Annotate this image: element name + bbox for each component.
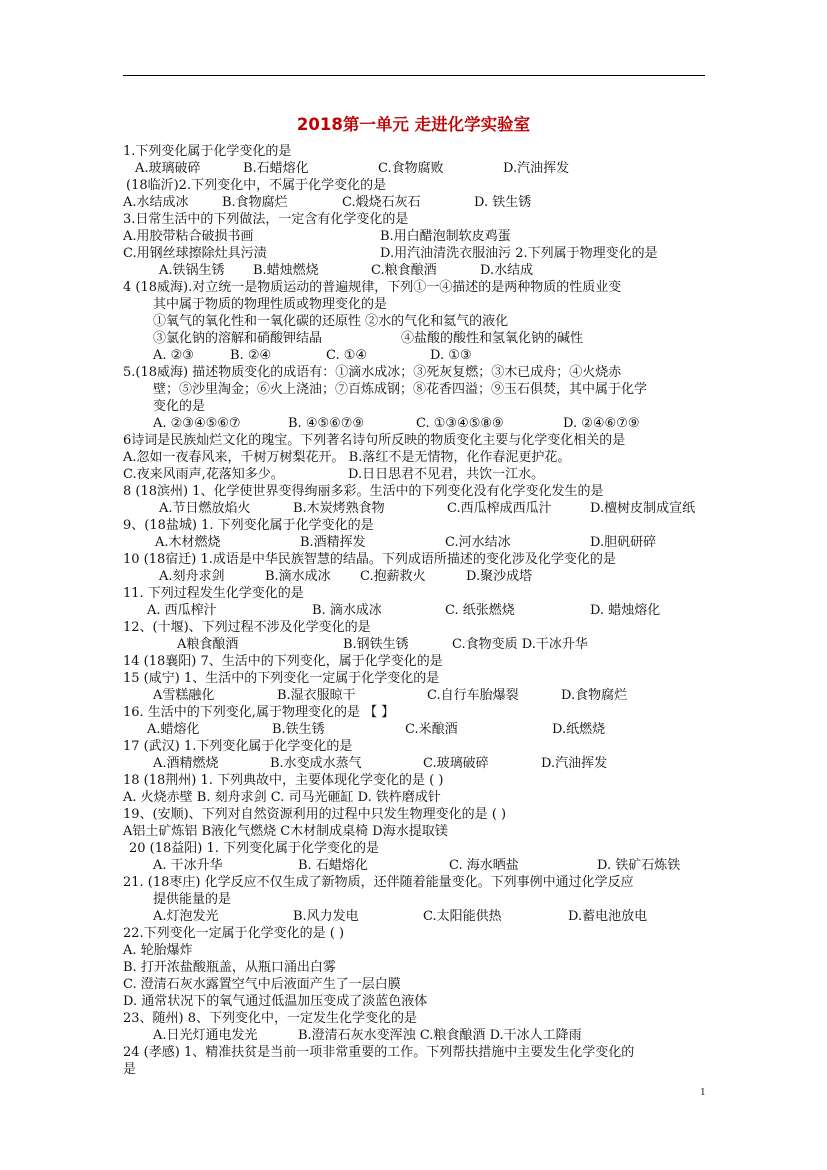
text-line [0, 585, 827, 602]
text-line [0, 551, 827, 568]
text-line [0, 602, 827, 619]
text-segment: C.玻璃破碎 [423, 756, 489, 771]
text-segment: A.酒精燃烧 [153, 756, 219, 771]
text-segment: A.忽如一夜春风来，千树万树梨花开。 B.落红不是无情物，化作春泥更护花。 [123, 450, 571, 465]
text-line [0, 398, 827, 415]
text-segment: B.食物腐烂 [222, 195, 288, 210]
text-segment: (18临沂)2.下列变化中，不属于化学变化的是 [126, 178, 387, 193]
text-line [0, 381, 827, 398]
text-segment: 6诗词是民族灿烂文化的瑰宝。下列著名诗句所反映的物质变化主要与化学变化相关的是 [123, 433, 626, 448]
text-line [0, 313, 827, 330]
text-segment: 其中属于物质的物理性质或物理变化的是 [153, 297, 388, 312]
page-number: 1 [700, 1086, 706, 1098]
text-segment: ③氯化钠的溶解和硝酸钾结晶 [153, 331, 323, 346]
text-line [0, 466, 827, 483]
text-segment: D. ①③ [430, 348, 472, 363]
text-line [0, 262, 827, 279]
text-segment: A. 西瓜榨汁 [147, 603, 217, 618]
page-title: 2018第一单元 走进化学实验室 [296, 115, 531, 134]
text-segment: C.食物变质 D.干冰升华 [452, 637, 588, 652]
text-segment: D.檀树皮制成宣纸 [590, 501, 696, 516]
text-segment: C.煅烧石灰石 [342, 195, 421, 210]
text-line [0, 908, 827, 925]
text-segment: D.用汽油清洗衣服油污 2.下列属于物理变化的是 [380, 246, 658, 261]
text-segment: 22.下列变化一定属于化学变化的是 ( ) [123, 926, 345, 941]
text-segment: A.日光灯通电发光 [153, 1028, 258, 1043]
text-line [0, 228, 827, 245]
text-segment: C. ①④ [326, 348, 368, 363]
text-segment: C.抱薪救火 [360, 569, 426, 584]
text-segment: 1.下列变化属于化学变化的是 [123, 144, 292, 159]
text-segment: ①氧气的氧化性和一氧化碳的还原性 ②水的气化和氦气的液化 [153, 314, 509, 329]
text-segment: 5.(18威海) 描述物质变化的成语有：①滴水成冰；③死灰复燃；③木已成舟；④火烧赤 [123, 365, 622, 380]
text-line [0, 143, 827, 160]
text-line [0, 874, 827, 891]
text-segment: ④盐酸的酸性和氢氧化钠的碱性 [401, 331, 584, 346]
text-segment: D. ②④⑥⑦⑨ [563, 416, 640, 431]
text-segment: B. 石蜡熔化 [298, 858, 368, 873]
text-line [0, 942, 827, 959]
text-line [0, 432, 827, 449]
text-line [0, 993, 827, 1010]
text-segment: C.夜来风雨声,花落知多少。 [123, 467, 284, 482]
text-segment: D. 蜡烛熔化 [590, 603, 661, 618]
text-segment: D.蓄电池放电 [568, 909, 648, 924]
text-segment: C.河水结冰 [445, 535, 511, 550]
text-line [0, 347, 827, 364]
text-line [0, 959, 827, 976]
text-segment: B.用白醋泡制软皮鸡蛋 [380, 229, 511, 244]
text-segment: 18 (18荆州) 1. 下列典故中，主要体现化学变化的是 ( ) [123, 773, 444, 788]
text-segment: D.聚沙成塔 [466, 569, 533, 584]
text-segment: A. 干冰升华 [153, 858, 223, 873]
text-line [0, 670, 827, 687]
text-segment: B.水变成水蒸气 [270, 756, 362, 771]
text-segment: 10 (18宿迁) 1.成语是中华民族智慧的结晶。下列成语所描述的变化涉及化学变化的是 [123, 552, 616, 567]
text-line [0, 704, 827, 721]
text-line [0, 415, 827, 432]
text-segment: 变化的是 [153, 399, 206, 414]
text-segment: 是 [123, 1062, 137, 1077]
text-line [0, 483, 827, 500]
text-line [0, 211, 827, 228]
text-segment: D. 通常状况下的氧气通过低温加压变成了淡蓝色液体 [123, 994, 428, 1009]
text-segment: 17 (武汉) 1.下列变化属于化学变化的是 [123, 739, 353, 754]
text-segment: D.汽油挥发 [503, 161, 570, 176]
text-segment: A.节日燃放焰火 [159, 501, 251, 516]
text-line [0, 517, 827, 534]
text-line [0, 925, 827, 942]
text-segment: C.粮食酿酒 [371, 263, 437, 278]
text-segment: 15 (咸宁) 1、生活中的下列变化一定属于化学变化的是 [123, 671, 440, 686]
text-segment: 23、随州) 8、下列变化中，一定发生化学变化的是 [123, 1011, 418, 1026]
text-segment: D. 铁矿石炼铁 [597, 858, 681, 873]
text-line [0, 772, 827, 789]
text-segment: 21. (18枣庄) 化学反应不仅生成了新物质，还伴随着能量变化。下列事例中通过化学反应 [123, 875, 634, 890]
text-line [0, 534, 827, 551]
text-line [0, 755, 827, 772]
text-line [0, 891, 827, 908]
text-segment: A.灯泡发光 [153, 909, 219, 924]
text-line [0, 789, 827, 806]
text-segment: 8 (18滨州) 1、化学使世界变得绚丽多彩。生活中的下列变化没有化学变化发生的是 [123, 484, 604, 499]
text-segment: D. 铁生锈 [474, 195, 532, 210]
text-segment: 提供能量的是 [153, 892, 232, 907]
text-segment: C. ①③④⑤⑧⑨ [416, 416, 504, 431]
text-segment: A.刻舟求剑 [159, 569, 225, 584]
text-segment: C.自行车胎爆裂 [427, 688, 519, 703]
text-line [0, 279, 827, 296]
text-line [0, 1010, 827, 1027]
text-line [0, 177, 827, 194]
text-segment: B.滴水成冰 [265, 569, 331, 584]
text-line [0, 976, 827, 993]
text-line [0, 160, 827, 177]
text-segment: A.用胶带粘合破损书画 [123, 229, 254, 244]
text-segment: A.玻璃破碎 [135, 161, 201, 176]
text-segment: 壁；⑤沙里淘金；⑥火上浇油；⑦百炼成钢；⑧花香四溢；⑨玉石俱焚，其中属于化学 [153, 382, 648, 397]
text-segment: 16. 生活中的下列变化,属于物理变化的是 【 】 [123, 705, 395, 720]
text-segment: 12、(十堰)、下列过程不涉及化学变化的是 [123, 620, 371, 635]
text-segment: B.蜡烛燃烧 [253, 263, 319, 278]
text-segment: D.汽油挥发 [541, 756, 608, 771]
text-segment: D.纸燃烧 [552, 722, 606, 737]
text-segment: C. 海水晒盐 [449, 858, 519, 873]
text-segment: 14 (18襄阳) 7、生活中的下列变化，属于化学变化的是 [123, 654, 443, 669]
text-segment: A.铁锅生锈 [159, 263, 225, 278]
text-segment: A. 轮胎爆炸 [123, 943, 193, 958]
text-segment: 20 (18益阳) 1. 下列变化属于化学变化的是 [129, 841, 380, 856]
text-segment: 24 (孝感) 1、精准扶贫是当前一项非常重要的工作。下列帮扶措施中主要发生化学变化的 [123, 1045, 635, 1060]
text-segment: A雪糕融化 [153, 688, 215, 703]
text-segment: A. 火烧赤壁 B. 刻舟求剑 C. 司马光砸缸 D. 铁杵磨成针 [123, 790, 441, 805]
text-segment: A. ②③④⑤⑥⑦ [153, 416, 241, 431]
text-line [0, 687, 827, 704]
text-segment: C.用钢丝球擦除灶具污渍 [123, 246, 267, 261]
text-line [0, 1061, 827, 1078]
text-segment: D.胆矾研碎 [590, 535, 657, 550]
header-rule [123, 75, 705, 76]
text-segment: B.湿衣服晾干 [277, 688, 356, 703]
text-segment: C.食物腐败 [378, 161, 444, 176]
text-segment: A粮食酿酒 [177, 637, 239, 652]
text-segment: 4 (18威海).对立统一是物质运动的普遍规律，下列①一④描述的是两种物质的性质业变 [123, 280, 622, 295]
text-line [0, 1027, 827, 1044]
text-segment: 3.日常生活中的下列做法，一定含有化学变化的是 [123, 212, 409, 227]
text-segment: C.西瓜榨成西瓜汁 [447, 501, 552, 516]
text-segment: 11. 下列过程发生化学变化的是 [123, 586, 304, 601]
text-line [0, 857, 827, 874]
text-line [0, 245, 827, 262]
text-segment: B.石蜡熔化 [243, 161, 309, 176]
text-segment: C. 纸张燃烧 [445, 603, 515, 618]
text-segment: B.澄清石灰水变浑浊 C.粮食酿酒 D.干冰人工降雨 [298, 1028, 582, 1043]
text-segment: D.食物腐烂 [561, 688, 628, 703]
text-line [0, 330, 827, 347]
text-segment: A.木材燃烧 [155, 535, 221, 550]
text-line [0, 823, 827, 840]
text-segment: D.日日思君不见君，共饮一江水。 [348, 467, 545, 482]
text-segment: B.铁生锈 [272, 722, 325, 737]
text-segment: C.太阳能供热 [423, 909, 502, 924]
text-line [0, 500, 827, 517]
text-segment: B.酒精挥发 [300, 535, 366, 550]
text-segment: B.风力发电 [293, 909, 359, 924]
text-line [0, 619, 827, 636]
text-segment: B.钢铁生锈 [343, 637, 409, 652]
text-line [0, 721, 827, 738]
text-line [0, 364, 827, 381]
text-segment: C. 澄清石灰水露置空气中后液面产生了一层白膜 [123, 977, 401, 992]
text-segment: 9、(18盐城) 1. 下列变化属于化学变化的是 [123, 518, 374, 533]
text-segment: B. ④⑤⑥⑦⑨ [288, 416, 365, 431]
text-line [0, 806, 827, 823]
text-segment: A.蜡熔化 [147, 722, 200, 737]
text-segment: B.木炭烤熟食物 [293, 501, 385, 516]
text-line [0, 840, 827, 857]
text-line [0, 1044, 827, 1061]
text-segment: D.水结成 [480, 263, 534, 278]
text-segment: B. 打开浓盐酸瓶盖，从瓶口涌出白雾 [123, 960, 336, 975]
text-line [0, 738, 827, 755]
text-line [0, 194, 827, 211]
text-segment: 19、(安顺)、下列对自然资源利用的过程中只发生物理变化的是 ( ) [123, 807, 507, 822]
text-segment: C.米酿酒 [405, 722, 458, 737]
text-segment: B. ②④ [230, 348, 272, 363]
text-line [0, 636, 827, 653]
text-line [0, 653, 827, 670]
text-segment: B. 滴水成冰 [312, 603, 382, 618]
text-line [0, 296, 827, 313]
text-segment: A铝土矿炼铝 B液化气燃烧 C木材制成桌椅 D海水提取镁 [123, 824, 448, 839]
text-line [0, 449, 827, 466]
text-segment: A. ②③ [153, 348, 194, 363]
text-segment: A.水结成冰 [123, 195, 189, 210]
text-line [0, 568, 827, 585]
